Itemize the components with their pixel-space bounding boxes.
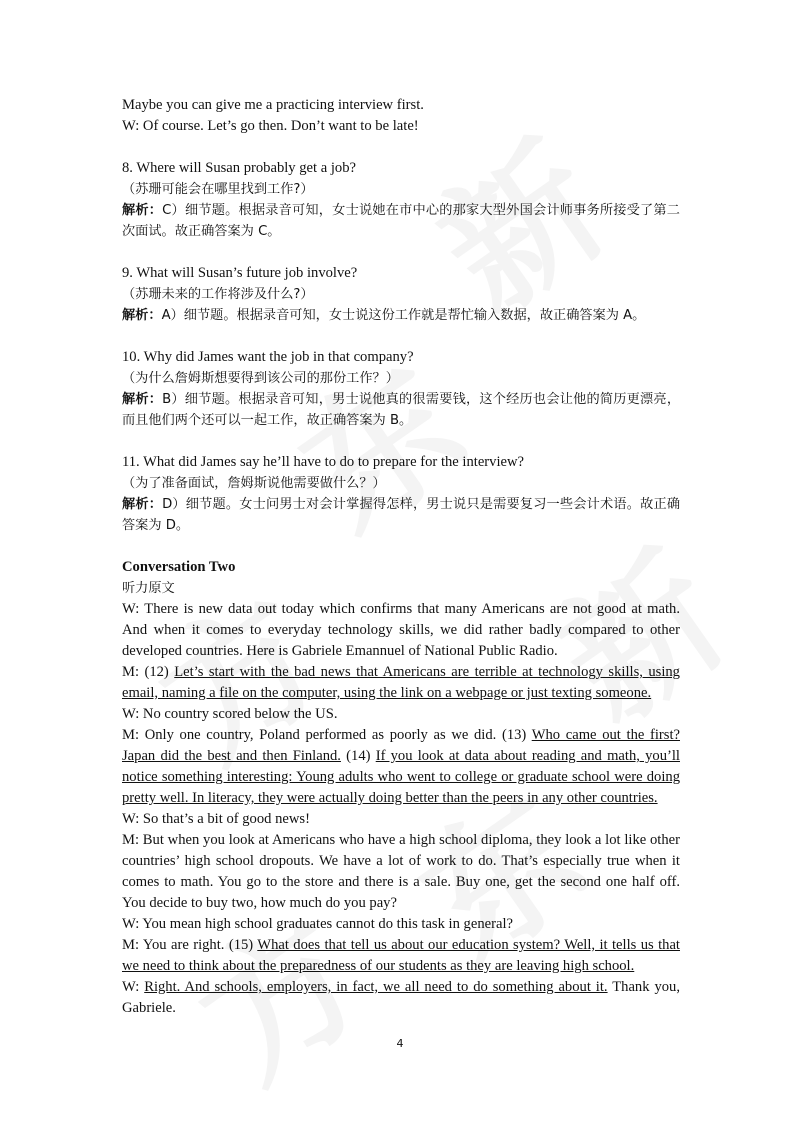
question-text: 9. What will Susan’s future job involve? — [122, 265, 358, 281]
question-analysis — [122, 494, 680, 536]
dialog-line: Maybe you can give me a practicing interview first. — [122, 97, 424, 113]
speaker-prefix: M: Only one country, Poland performed as poorly as we did. (13) — [122, 727, 532, 743]
dialog-line: W: Of course. Let’s go then. Don’t want to be late! — [122, 118, 419, 134]
transcript-paragraph: W: So that’s a bit of good news! — [122, 811, 310, 827]
transcript-paragraph — [122, 662, 680, 704]
transcript-paragraph: W: You mean high school graduates cannot do this task in general? — [122, 916, 513, 932]
transcript-text: Thank you, Gabriele. — [122, 979, 680, 1016]
analysis-label: 解析： — [122, 497, 163, 512]
question-analysis — [122, 389, 680, 431]
transcript-paragraph: W: There is new data out today which confirms that many Americans are not good at math. And when it comes to everyday technology skills, we did rather badly compared to other developed countries. Here is Gabriele Emannuel of National Public Radio. — [122, 601, 680, 659]
question-text: 11. What did James say he’ll have to do to prepare for the interview? — [122, 454, 525, 470]
underlined-answer: Let’s start with the bad news that Americans are terrible at technology skills, using email, naming a file on the computer, using the link on a webpage or just texting someone. — [122, 664, 680, 701]
question-text: 10. Why did James want the job in that company? — [122, 349, 414, 365]
analysis-text: C）细节题。根据录音可知，女士说她在市中心的那家大型外国会计师事务所接受了第二次面试。故正确答案为 C。 — [122, 203, 680, 239]
analysis-label: 解析： — [122, 308, 162, 323]
underlined-answer: Right. And schools, employers, in fact, we all need to do something about it. — [144, 979, 608, 995]
analysis-label: 解析： — [122, 203, 163, 218]
question-block — [122, 158, 680, 242]
question-translation: （苏珊未来的工作将涉及什么?） — [122, 287, 314, 302]
speaker-prefix: M: You are right. (15) — [122, 937, 258, 953]
question-block — [122, 452, 680, 536]
transcript-paragraph — [122, 935, 680, 977]
question-translation: （苏珊可能会在哪里找到工作?） — [122, 182, 314, 197]
transcript-paragraph — [122, 977, 680, 1019]
section-subtitle: 听力原文 — [122, 581, 175, 596]
analysis-label: 解析： — [122, 392, 163, 407]
question-block — [122, 263, 680, 326]
question-block — [122, 347, 680, 431]
speaker-prefix: W: — [122, 979, 145, 995]
analysis-text: B）细节题。根据录音可知，男士说他真的很需要钱，这个经历也会让他的简历更漂亮，而且他们两个还可以一起工作，故正确答案为 B。 — [122, 392, 681, 428]
question-translation: （为什么詹姆斯想要得到该公司的那份工作？） — [122, 371, 399, 386]
document-body — [122, 95, 680, 1019]
underlined-answer: Who came out the first? Japan did the best and then Finland. — [122, 727, 680, 764]
question-text: 8. Where will Susan probably get a job? — [122, 160, 356, 176]
transcript-paragraph: M: But when you look at Americans who have a high school diploma, they look a lot like other countries’ high school dropouts. We have a lot of work to do. That’s especially true when it comes to math. You go to the store and there is a sale. Buy one, get the second one half off. You decide to buy two, how much do you pay? — [122, 832, 680, 911]
question-analysis — [122, 200, 680, 242]
transcript-paragraph — [122, 725, 680, 809]
underlined-answer: If you look at data about reading and math, you’ll notice something interesting: Young adults who went to college or graduate school were doing pretty well. In literacy, they were actually doing better than the peers in any other countries. — [122, 748, 680, 806]
question-translation: （为了准备面试，詹姆斯说他需要做什么？） — [122, 476, 386, 491]
analysis-text: D）细节题。女士问男士对会计掌握得怎样，男士说只是需要复习一些会计术语。故正确答案为 D。 — [122, 497, 681, 533]
transcript-paragraph: W: No country scored below the US. — [122, 706, 338, 722]
section-title: Conversation Two — [122, 559, 236, 575]
question-analysis — [122, 305, 680, 326]
speaker-prefix: M: (12) — [122, 664, 175, 680]
analysis-text: A）细节题。根据录音可知，女士说这份工作就是帮忙输入数据，故正确答案为 A。 — [161, 308, 646, 323]
page-number: 4 — [396, 1037, 404, 1050]
conversation-section — [122, 557, 680, 1019]
question-marker: (14) — [340, 748, 376, 764]
underlined-answer: What does that tell us about our education system? Well, it tells us that we need to think about the preparedness of our students as they are leaving high school. — [122, 937, 680, 974]
